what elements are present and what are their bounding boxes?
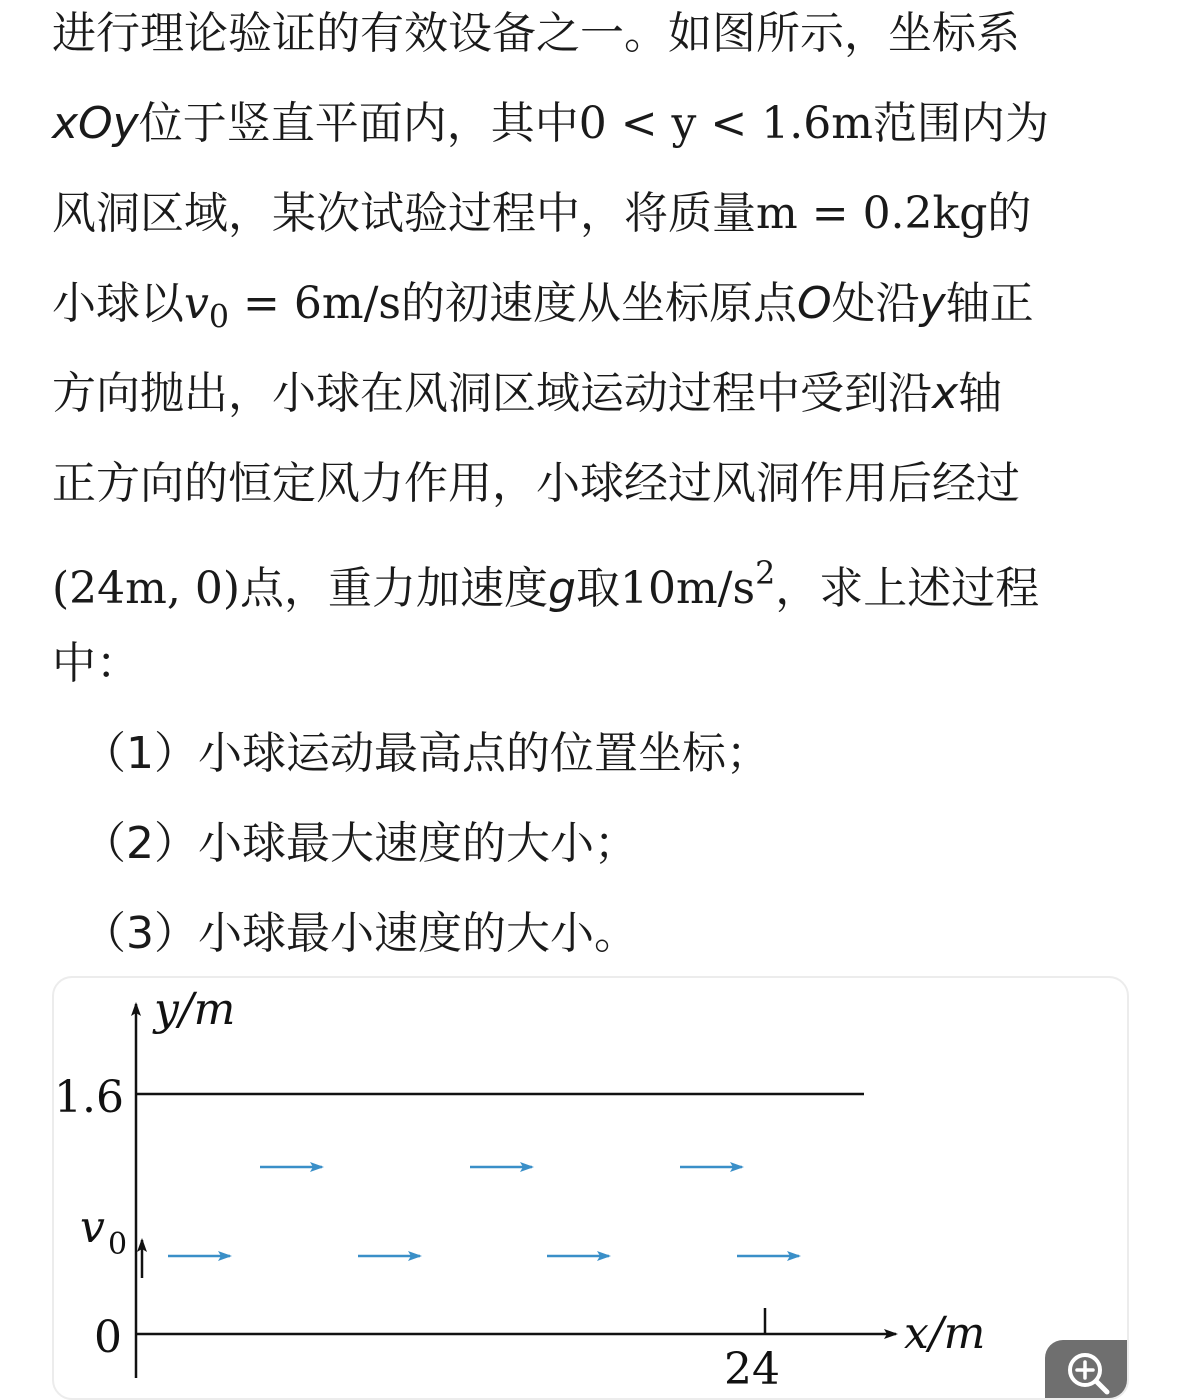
v0-subscript: 0	[108, 1227, 128, 1262]
text-segment: 小球以	[52, 278, 184, 329]
problem-line-1	[52, 6, 1020, 62]
math-speed: = 6m/s	[229, 278, 401, 329]
text-segment: 轴正	[945, 278, 1034, 329]
origin-label: 0	[94, 1312, 122, 1363]
question-2: （2）小球最大速度的大小；	[82, 818, 638, 869]
x-axis-label: x/m	[904, 1308, 986, 1359]
problem-line-2	[52, 96, 1049, 152]
text-segment: 的初速度从坐标原点	[400, 278, 797, 329]
coord-system-var: xOy	[52, 98, 139, 149]
text-segment: 轴	[958, 368, 1003, 419]
text-segment: 进行理论验证的有效设备之一。如图所示，坐标系	[52, 8, 1020, 59]
y-var: y	[919, 278, 946, 329]
math-mass: m = 0.2kg	[756, 188, 988, 239]
math-range: 0 < y < 1.6m	[578, 98, 873, 149]
text-segment: 范围内为	[872, 98, 1049, 149]
text-segment: 位于竖直平面内，其中	[138, 98, 579, 149]
math-v: v	[184, 278, 209, 329]
x-tick-label-24: 24	[724, 1344, 780, 1395]
math-sup: 2	[755, 556, 776, 592]
problem-line-4	[52, 276, 1034, 346]
problem-line-5	[52, 366, 1002, 422]
origin-var: O	[796, 278, 832, 329]
problem-line-7	[52, 546, 1039, 617]
problem-line-6	[52, 456, 1020, 512]
y-axis-label: y/m	[154, 984, 236, 1035]
text-segment: 的	[987, 188, 1032, 239]
problem-line-8	[52, 636, 140, 692]
text-segment: 处沿	[831, 278, 920, 329]
diagram-figure	[52, 976, 1129, 1400]
text-segment: 风洞区域，某次试验过程中，将质量	[52, 188, 756, 239]
text-segment: ，求上述过程	[775, 563, 1040, 614]
zoom-in-icon	[1045, 1340, 1127, 1398]
v0-label: v	[80, 1202, 105, 1253]
text-segment: 中：	[52, 638, 140, 689]
problem-line-3	[52, 186, 1031, 242]
math-point: (24m, 0)	[52, 563, 241, 614]
text-segment: 取	[575, 563, 620, 614]
wind-tunnel-diagram	[54, 978, 1127, 1398]
g-var: g	[548, 563, 576, 614]
x-var: x	[932, 368, 959, 419]
text-segment: 方向抛出，小球在风洞区域运动过程中受到沿	[52, 368, 932, 419]
question-3: （3）小球最小速度的大小。	[82, 908, 638, 959]
zoom-button[interactable]	[1045, 1340, 1127, 1398]
text-segment: 点，重力加速度	[240, 563, 549, 614]
y-tick-label-1-6: 1.6	[54, 1072, 124, 1123]
text-segment: 正方向的恒定风力作用，小球经过风洞作用后经过	[52, 458, 1020, 509]
math-sub: 0	[208, 299, 230, 336]
question-1: （1）小球运动最高点的位置坐标；	[82, 728, 770, 779]
math-gravity: 10m/s	[619, 563, 756, 614]
